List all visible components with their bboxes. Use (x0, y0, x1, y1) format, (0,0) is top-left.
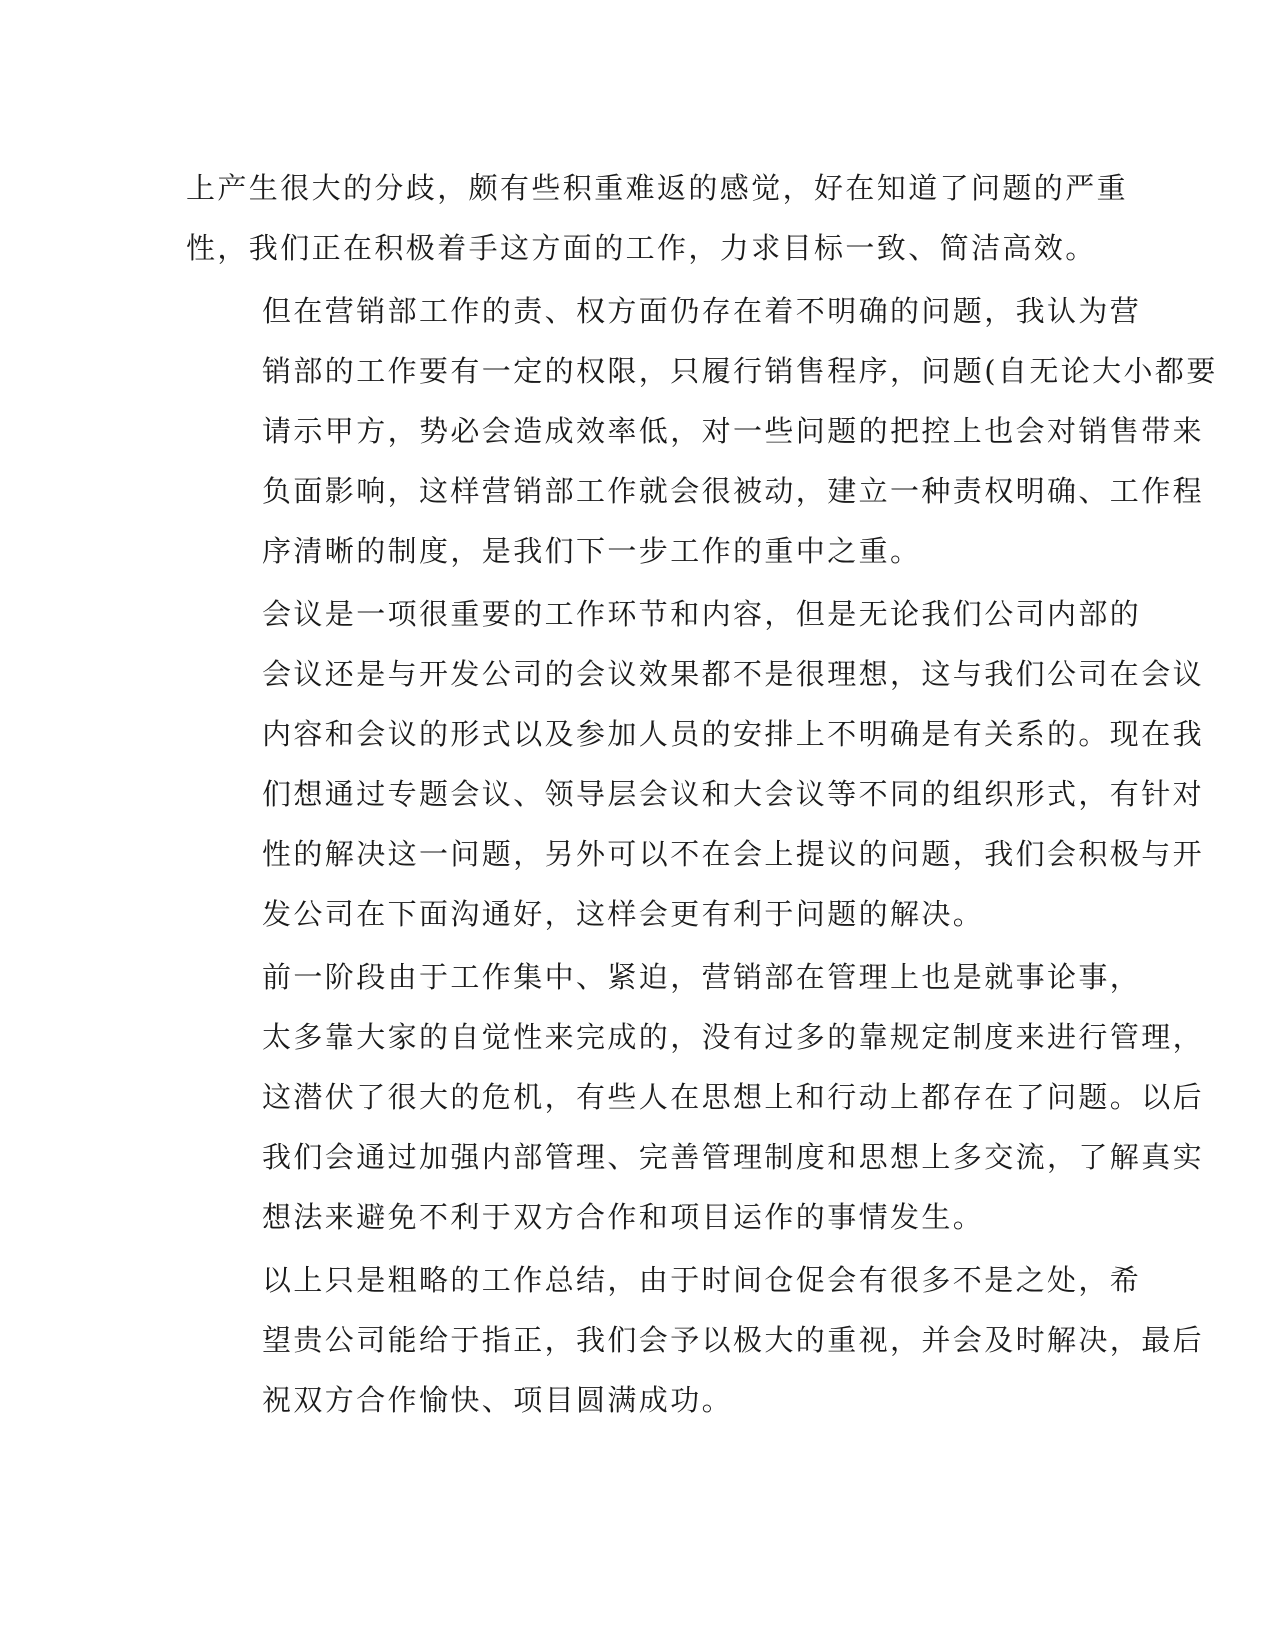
paragraph-2 (186, 281, 1218, 581)
paragraph-5 (186, 1250, 1205, 1430)
text-line: 太多靠大家的自觉性来完成的，没有过多的靠规定制度来进行管理， (262, 1020, 1205, 1054)
text-line: 请示甲方，势必会造成效率低，对一些问题的把控上也会对销售带来 (262, 414, 1205, 448)
text-line: 我们会通过加强内部管理、完善管理制度和思想上多交流，了解真实 (262, 1140, 1205, 1174)
text-line: 望贵公司能给于指正，我们会予以极大的重视，并会及时解决，最后 (262, 1323, 1205, 1357)
text-line: 销部的工作要有一定的权限，只履行销售程序，问题(自无论大小都要 (262, 354, 1218, 388)
text-line: 性的解决这一问题，另外可以不在会上提议的问题，我们会积极与开 (262, 837, 1205, 871)
text-line: 祝双方合作愉快、项目圆满成功。 (262, 1383, 734, 1417)
text-line: 负面影响，这样营销部工作就会很被动，建立一种责权明确、工作程 (262, 474, 1205, 508)
text-line: 内容和会议的形式以及参加人员的安排上不明确是有关系的。现在我 (262, 717, 1205, 751)
text-line: 性，我们正在积极着手这方面的工作，力求目标一致、简洁高效。 (186, 231, 1097, 265)
paragraph-4 (186, 947, 1205, 1247)
text-line: 会议是一项很重要的工作环节和内容，但是无论我们公司内部的 (262, 597, 1142, 631)
text-line: 以上只是粗略的工作总结，由于时间仓促会有很多不是之处，希 (262, 1263, 1142, 1297)
text-line: 发公司在下面沟通好，这样会更有利于问题的解决。 (262, 897, 985, 931)
paragraph-1 (186, 158, 1129, 278)
text-line: 序清晰的制度，是我们下一步工作的重中之重。 (262, 534, 922, 568)
text-line: 会议还是与开发公司的会议效果都不是很理想，这与我们公司在会议 (262, 657, 1205, 691)
text-line: 想法来避免不利于双方合作和项目运作的事情发生。 (262, 1200, 985, 1234)
text-line: 前一阶段由于工作集中、紧迫，营销部在管理上也是就事论事， (262, 960, 1142, 994)
text-line: 们想通过专题会议、领导层会议和大会议等不同的组织形式，有针对 (262, 777, 1205, 811)
document-body (186, 158, 1218, 1433)
text-line: 但在营销部工作的责、权方面仍存在着不明确的问题，我认为营 (262, 294, 1142, 328)
paragraph-3 (186, 584, 1205, 944)
text-line: 上产生很大的分歧，颇有些积重难返的感觉，好在知道了问题的严重 (186, 171, 1129, 205)
text-line: 这潜伏了很大的危机，有些人在思想上和行动上都存在了问题。以后 (262, 1080, 1205, 1114)
